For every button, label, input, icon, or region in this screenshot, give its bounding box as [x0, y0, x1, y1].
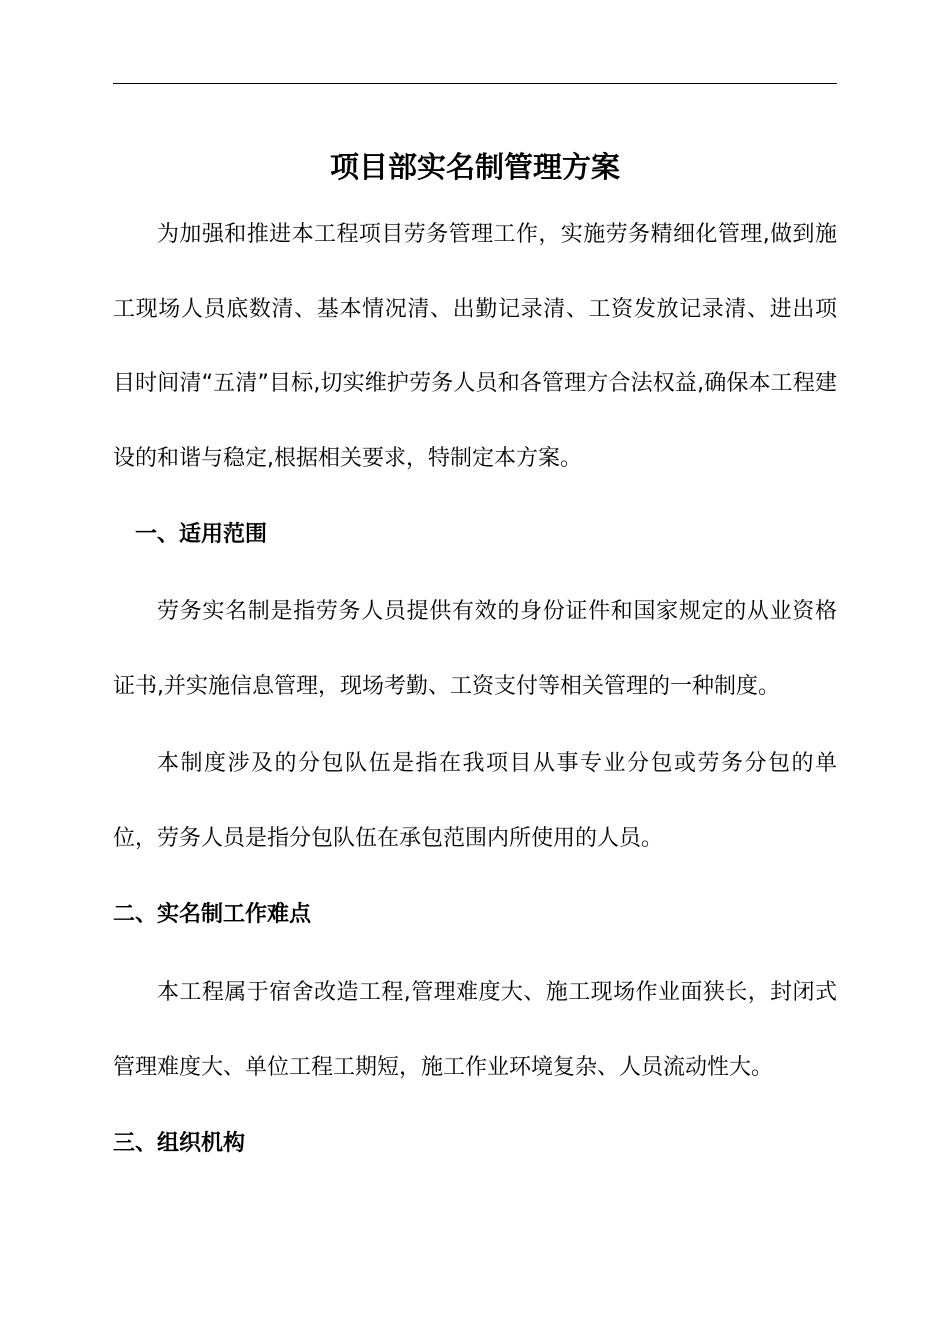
section-heading-scope: 一、适用范围	[135, 522, 268, 547]
section-heading-difficulties: 二、实名制工作难点	[113, 902, 312, 927]
scope-paragraph-1: 劳务实名制是指劳务人员提供有效的身份证件和国家规定的从业资格证书,并实施信息管理，现场考勤、工资支付等相关管理的一种制度。	[113, 599, 837, 699]
header-rule	[113, 83, 837, 84]
difficulties-paragraph: 本工程属于宿舍改造工程,管理难度大、施工现场作业面狭长，封闭式管理难度大、单位工程工期短，施工作业环境复杂、人员流动性大。	[113, 980, 837, 1080]
scope-paragraph-2: 本制度涉及的分包队伍是指在我项目从事专业分包或劳务分包的单位，劳务人员是指分包队伍在承包范围内所使用的人员。	[113, 751, 837, 851]
intro-paragraph: 为加强和推进本工程项目劳务管理工作，实施劳务精细化管理,做到施工现场人员底数清、基本情况清、出勤记录清、工资发放记录清、进出项目时间清“五清”目标,切实维护劳务人员和各管理方合法权益,确保本工程建设的和谐与稳定,根据相关要求，特制定本方案。	[113, 222, 837, 471]
document-title: 项目部实名制管理方案	[329, 150, 620, 184]
section-heading-organization: 三、组织机构	[113, 1131, 246, 1156]
